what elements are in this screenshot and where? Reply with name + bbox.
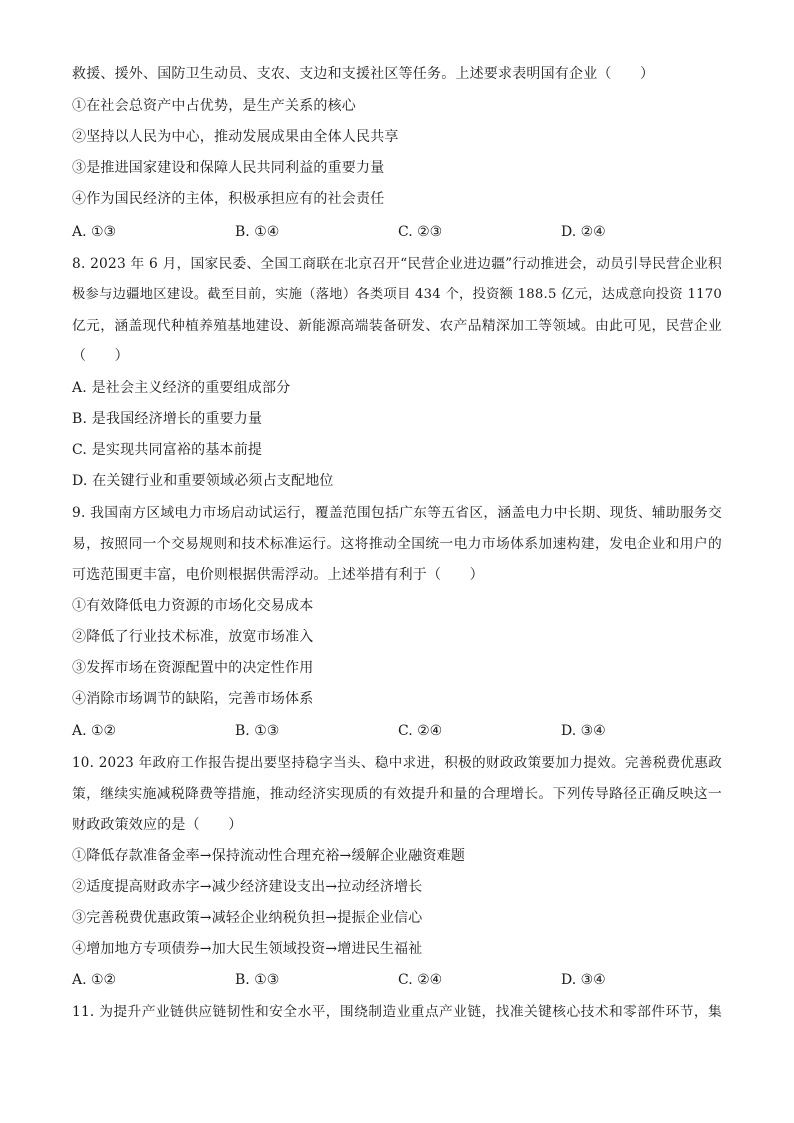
q7-option-d[interactable]: D. ②④: [561, 224, 606, 240]
q7-options: [72, 222, 722, 242]
q8-stem-line-3: 亿元，涵盖现代种植养殖基地建设、新能源高端装备研发、农产品精深加工等领域。由此可见，民营企业: [72, 318, 722, 334]
q10-option-b[interactable]: B. ①③: [235, 972, 280, 988]
q8-option-a[interactable]: A. 是社会主义经济的重要组成部分: [72, 380, 291, 396]
q9-options: [72, 721, 722, 741]
q10-stem-line-1: 10. 2023 年政府工作报告提出要坚持稳字当头、稳中求进，积极的财政政策要加力提效。完善税费优惠政: [72, 755, 722, 771]
q9-statement-2: ②降低了行业技术标准，放宽市场准入: [72, 629, 314, 645]
q9-stem-line-3: 可选范围更丰富，电价则根据供需浮动。上述举措有利于（ ）: [72, 567, 484, 583]
q7-stem-line: 救援、援外、国防卫生动员、支农、支边和支援社区等任务。上述要求表明国有企业（ ）: [72, 66, 655, 82]
q10-statement-3: ③完善税费优惠政策→减轻企业纳税负担→提振企业信心: [72, 910, 423, 926]
q10-statement-2: ②适度提高财政赤字→减少经济建设支出→拉动经济增长: [72, 879, 423, 895]
q9-option-b[interactable]: B. ①③: [235, 723, 280, 739]
q10-options: [72, 970, 722, 990]
q10-statement-4: ④增加地方专项债券→加大民生领域投资→增进民生福祉: [72, 941, 423, 957]
q10-option-a[interactable]: A. ①②: [72, 972, 117, 988]
q9-statement-1: ①有效降低电力资源的市场化交易成本: [72, 598, 314, 614]
q10-statement-1: ①降低存款准备金率→保持流动性合理充裕→缓解企业融资难题: [72, 848, 466, 864]
q9-option-a[interactable]: A. ①②: [72, 723, 117, 739]
q8-option-b[interactable]: B. 是我国经济增长的重要力量: [72, 411, 263, 427]
q9-stem-line-2: 易，按照同一个交易规则和技术标准运行。这将推动全国统一电力市场体系加速构建，发电企业和用户的: [72, 536, 722, 552]
q8-option-d[interactable]: D. 在关键行业和重要领域必须占支配地位: [72, 473, 334, 489]
q7-option-b[interactable]: B. ①④: [235, 224, 280, 240]
q7-option-c[interactable]: C. ②③: [398, 224, 443, 240]
q8-stem-line-1: 8. 2023 年 6 月，国家民委、全国工商联在北京召开“民营企业进边疆”行动推进会，动员引导民营企业积: [72, 256, 722, 272]
q7-statement-1: ①在社会总资产中占优势，是生产关系的核心: [72, 98, 356, 114]
q10-option-d[interactable]: D. ③④: [561, 972, 606, 988]
q10-stem-line-2: 策，继续实施减税降费等措施，推动经济实现质的有效提升和量的合理增长。下列传导路径正确反映这一: [72, 786, 722, 802]
q7-statement-2: ②坚持以人民为中心，推动发展成果由全体人民共享: [72, 129, 399, 145]
q9-option-d[interactable]: D. ③④: [561, 723, 606, 739]
q10-stem-line-3: 财政政策效应的是（ ）: [72, 817, 243, 833]
q9-stem-line-1: 9. 我国南方区域电力市场启动试运行，覆盖范围包括广东等五省区，涵盖电力中长期、现货、辅助服务交: [72, 505, 722, 521]
q7-statement-3: ③是推进国家建设和保障人民共同利益的重要力量: [72, 160, 385, 176]
q10-option-c[interactable]: C. ②④: [398, 972, 443, 988]
q11-stem-line-1: 11. 为提升产业链供应链韧性和安全水平，围绕制造业重点产业链，找准关键核心技术和零部件环节，集: [72, 1004, 722, 1020]
q7-option-a[interactable]: A. ①③: [72, 224, 117, 240]
q9-option-c[interactable]: C. ②④: [398, 723, 443, 739]
q9-statement-4: ④消除市场调节的缺陷，完善市场体系: [72, 691, 314, 707]
q7-statement-4: ④作为国民经济的主体，积极承担应有的社会责任: [72, 191, 385, 207]
q8-stem-line-4: （ ）: [72, 348, 129, 364]
q9-statement-3: ③发挥市场在资源配置中的决定性作用: [72, 660, 314, 676]
q8-option-c[interactable]: C. 是实现共同富裕的基本前提: [72, 442, 263, 458]
q8-stem-line-2: 极参与边疆地区建设。截至目前，实施（落地）各类项目 434 个，投资额 188.5 亿元，达成意向投资 1170: [72, 287, 722, 302]
